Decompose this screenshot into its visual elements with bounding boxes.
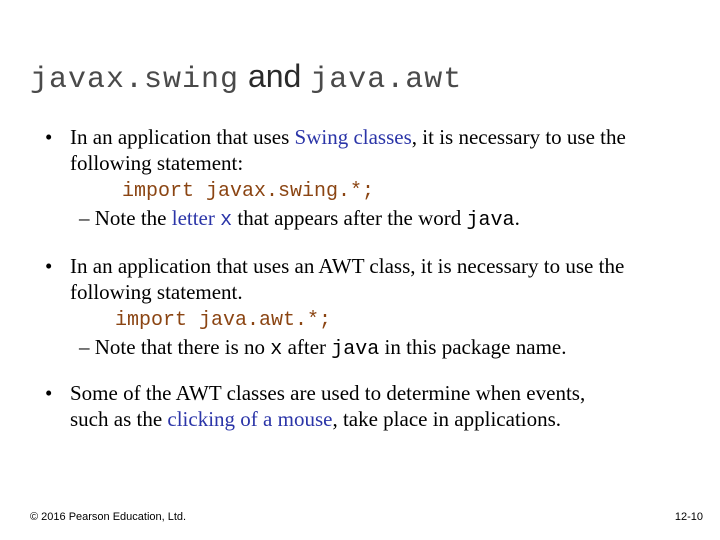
sub-bullet-note: [79, 205, 685, 234]
footer-page-number: 12-10: [674, 511, 703, 523]
bullet-text-part: , take place in applications.: [332, 407, 562, 431]
sub-text-part: Note that there is no: [94, 335, 271, 359]
code-line: [70, 305, 685, 334]
footer-copyright: © 2016 Pearson Education, Ltd.: [30, 511, 187, 523]
bullet-text: [70, 380, 610, 432]
code-java: java: [331, 338, 380, 361]
code-line: [70, 176, 685, 205]
bullet-marker: •: [45, 254, 53, 278]
sub-bullet-note: [79, 334, 685, 363]
sub-text-part: after: [282, 335, 332, 359]
bullet-marker: •: [45, 125, 53, 149]
highlight-swing-classes: Swing classes: [294, 125, 412, 149]
highlight-letter: letter: [171, 206, 221, 230]
code-import-swing: import javax.swing.*;: [122, 180, 375, 203]
bullet-text: [70, 124, 685, 176]
bullet-awt-import: [45, 253, 685, 363]
bullet-marker: •: [45, 381, 53, 405]
sub-text-part: in this package name.: [379, 335, 567, 359]
title-package-swing: javax.swing: [30, 63, 240, 97]
bullet-text-part: , it is necessary to use the following statement:: [70, 125, 626, 175]
sub-bullet-dash: –: [79, 335, 90, 359]
code-x: x: [270, 338, 283, 361]
sub-text-part: that appears after the word: [232, 206, 467, 230]
code-import-awt: import java.awt.*;: [115, 309, 332, 332]
title-conjunction: and: [239, 58, 311, 94]
code-x: x: [220, 209, 233, 232]
code-java: java: [466, 209, 515, 232]
bullet-swing-import: [45, 124, 685, 234]
highlight-clicking-mouse: clicking of a mouse: [167, 407, 333, 431]
bullet-text-part: In an application that uses: [70, 125, 295, 149]
bullet-awt-events: [45, 380, 685, 432]
slide-title: [30, 52, 462, 104]
title-package-awt: java.awt: [310, 63, 463, 97]
sub-bullet-dash: –: [79, 206, 90, 230]
bullet-text-part: Some of the AWT classes are used to determine when events, such as the: [70, 381, 586, 431]
sub-text-part: Note the: [94, 206, 172, 230]
sub-text-part: .: [514, 206, 520, 230]
bullet-text: In an application that uses an AWT class, it is necessary to use the following statement.: [70, 254, 625, 304]
